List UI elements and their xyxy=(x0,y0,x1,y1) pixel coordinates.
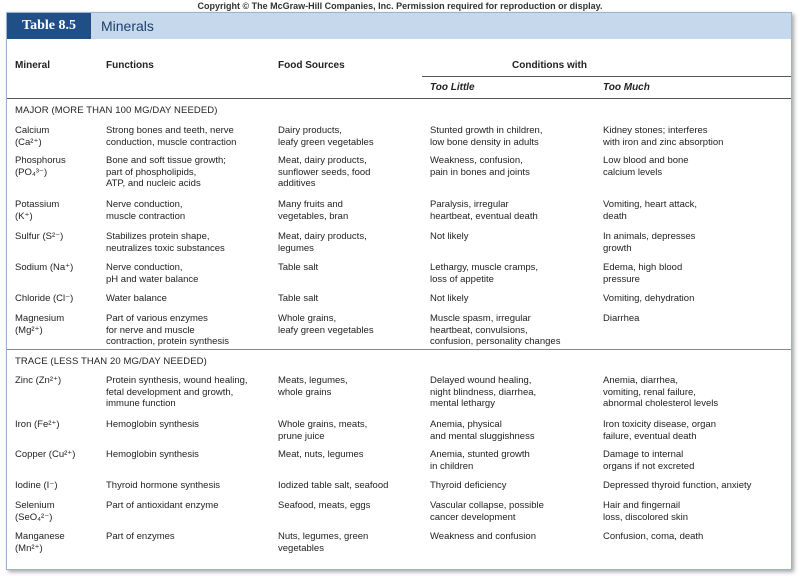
mineral-too-much: Low blood and bone calcium levels xyxy=(603,155,689,178)
header-rule xyxy=(7,98,791,99)
section-divider xyxy=(7,349,791,350)
mineral-food-sources: Meats, legumes, whole grains xyxy=(278,375,348,398)
mineral-functions: Part of antioxidant enzyme xyxy=(106,500,219,511)
mineral-too-much: Vomiting, heart attack, death xyxy=(603,199,697,222)
mineral-food-sources: Table salt xyxy=(278,262,319,273)
mineral-too-little: Not likely xyxy=(430,231,469,242)
mineral-name: Sodium (Na⁺) xyxy=(15,262,74,273)
mineral-functions: Part of enzymes xyxy=(106,531,175,542)
mineral-name: Magnesium (Mg²⁺) xyxy=(15,313,65,336)
mineral-too-much: Diarrhea xyxy=(603,313,640,324)
mineral-food-sources: Nuts, legumes, green vegetables xyxy=(278,531,369,554)
section-trace-label: TRACE (LESS THAN 20 MG/DAY NEEDED) xyxy=(15,356,207,367)
mineral-too-much: In animals, depresses growth xyxy=(603,231,696,254)
section-major-label: MAJOR (MORE THAN 100 MG/DAY NEEDED) xyxy=(15,105,218,116)
mineral-food-sources: Table salt xyxy=(278,293,319,304)
column-header-too-little: Too Little xyxy=(430,82,475,93)
mineral-too-little: Lethargy, muscle cramps, loss of appetite xyxy=(430,262,539,285)
mineral-name: Iodine (I⁻) xyxy=(15,480,58,491)
mineral-name: Iron (Fe²⁺) xyxy=(15,419,60,430)
mineral-name: Selenium (SeO₄²⁻) xyxy=(15,500,55,523)
mineral-name: Sulfur (S²⁻) xyxy=(15,231,64,242)
mineral-too-little: Thyroid deficiency xyxy=(430,480,507,491)
mineral-name: Phosphorus (PO₄³⁻) xyxy=(15,155,66,178)
table-header-bar xyxy=(7,13,791,39)
mineral-food-sources: Meat, dairy products, legumes xyxy=(278,231,367,254)
table-title: Minerals xyxy=(101,18,154,34)
mineral-food-sources: Dairy products, leafy green vegetables xyxy=(278,125,374,148)
mineral-food-sources: Iodized table salt, seafood xyxy=(278,480,389,491)
table-frame xyxy=(6,12,792,570)
mineral-too-much: Depressed thyroid function, anxiety xyxy=(603,480,752,491)
mineral-too-much: Iron toxicity disease, organ failure, eventual death xyxy=(603,419,717,442)
conditions-rule xyxy=(422,76,791,77)
mineral-name: Zinc (Zn²⁺) xyxy=(15,375,62,386)
mineral-too-little: Vascular collapse, possible cancer development xyxy=(430,500,544,523)
mineral-functions: Strong bones and teeth, nerve conduction, muscle contraction xyxy=(106,125,237,148)
column-header-conditions: Conditions with xyxy=(512,60,587,71)
mineral-functions: Nerve conduction, muscle contraction xyxy=(106,199,186,222)
mineral-name: Calcium (Ca²⁺) xyxy=(15,125,50,148)
column-header-mineral: Mineral xyxy=(15,60,51,71)
mineral-functions: Thyroid hormone synthesis xyxy=(106,480,221,491)
mineral-food-sources: Whole grains, leafy green vegetables xyxy=(278,313,374,336)
mineral-too-little: Weakness, confusion, pain in bones and joints xyxy=(430,155,530,178)
mineral-too-little: Stunted growth in children, low bone density in adults xyxy=(430,125,543,148)
mineral-name: Potassium (K⁺) xyxy=(15,199,60,222)
mineral-functions: Protein synthesis, wound healing, fetal development and growth, immune function xyxy=(106,375,248,409)
mineral-functions: Hemoglobin synthesis xyxy=(106,419,199,430)
mineral-too-much: Confusion, coma, death xyxy=(603,531,704,542)
mineral-too-little: Weakness and confusion xyxy=(430,531,536,542)
mineral-too-much: Vomiting, dehydration xyxy=(603,293,695,304)
table-number-label: Table 8.5 xyxy=(7,13,91,39)
mineral-functions: Part of various enzymes for nerve and muscle contraction, protein synthesis xyxy=(106,313,230,347)
column-header-food-sources: Food Sources xyxy=(278,60,345,71)
copyright-notice: Copyright © The McGraw-Hill Companies, Inc. Permission required for reproduction or display. xyxy=(197,1,603,11)
mineral-too-little: Not likely xyxy=(430,293,469,304)
mineral-food-sources: Whole grains, meats, prune juice xyxy=(278,419,368,442)
mineral-too-much: Anemia, diarrhea, vomiting, renal failure, abnormal cholesterol levels xyxy=(603,375,719,409)
mineral-too-little: Paralysis, irregular heartbeat, eventual death xyxy=(430,199,538,222)
column-header-functions: Functions xyxy=(106,60,154,71)
mineral-food-sources: Many fruits and vegetables, bran xyxy=(278,199,349,222)
mineral-name: Copper (Cu²⁺) xyxy=(15,449,76,460)
mineral-name: Manganese (Mn²⁺) xyxy=(15,531,65,554)
mineral-too-little: Delayed wound healing, night blindness, diarrhea, mental lethargy xyxy=(430,375,537,409)
mineral-food-sources: Seafood, meats, eggs xyxy=(278,500,371,511)
mineral-too-little: Anemia, stunted growth in children xyxy=(430,449,530,472)
mineral-food-sources: Meat, nuts, legumes xyxy=(278,449,364,460)
column-header-too-much: Too Much xyxy=(603,82,650,93)
mineral-name: Chloride (Cl⁻) xyxy=(15,293,74,304)
mineral-too-much: Damage to internal organs if not excreted xyxy=(603,449,695,472)
mineral-food-sources: Meat, dairy products, sunflower seeds, food additives xyxy=(278,155,371,189)
mineral-functions: Nerve conduction, pH and water balance xyxy=(106,262,199,285)
mineral-too-little: Muscle spasm, irregular heartbeat, convulsions, confusion, personality changes xyxy=(430,313,561,347)
mineral-too-little: Anemia, physical and mental sluggishness xyxy=(430,419,535,442)
mineral-functions: Hemoglobin synthesis xyxy=(106,449,199,460)
mineral-too-much: Edema, high blood pressure xyxy=(603,262,683,285)
mineral-too-much: Kidney stones; interferes with iron and zinc absorption xyxy=(603,125,724,148)
mineral-too-much: Hair and fingernail loss, discolored skin xyxy=(603,500,689,523)
mineral-functions: Stabilizes protein shape, neutralizes toxic substances xyxy=(106,231,225,254)
mineral-functions: Water balance xyxy=(106,293,167,304)
mineral-functions: Bone and soft tissue growth; part of phospholipids, ATP, and nucleic acids xyxy=(106,155,226,189)
